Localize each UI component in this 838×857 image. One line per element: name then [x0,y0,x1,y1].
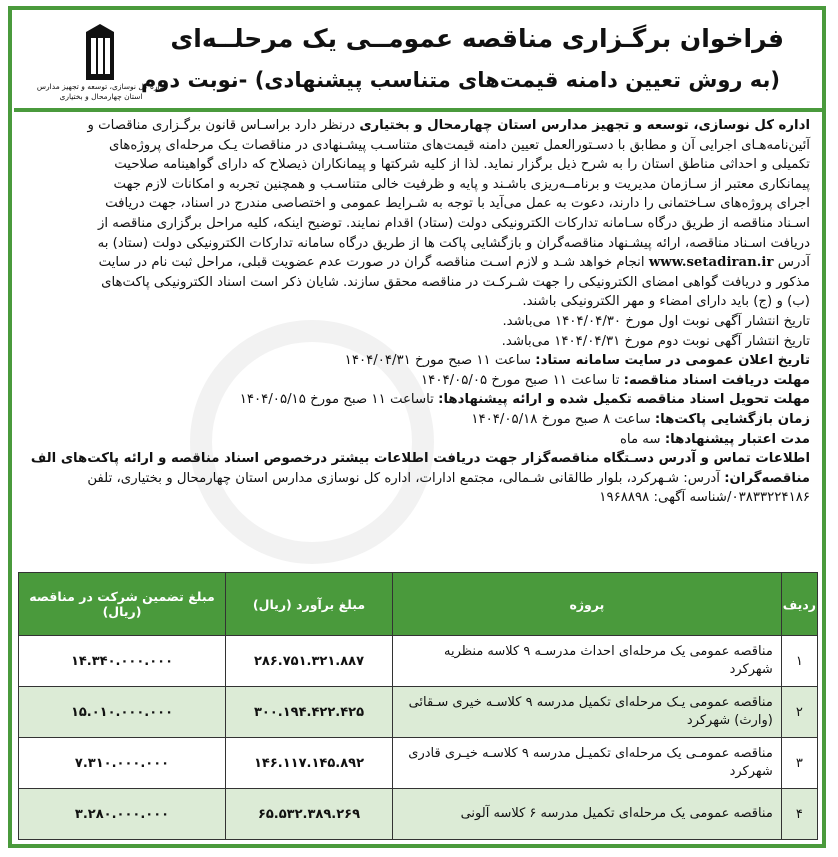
body-text: مذکور و دریافت گواهی امضای الکترونیکی را جهت شـرکـت در مناقصه محقق سازند. شایان ذکر است اسناد الکترونیکی پاکت‌های [101,274,810,290]
row-number: ۴ [781,789,817,840]
col-guarantee: مبلغ تضمین شرکت در مناقصه (ریال) [19,573,226,636]
org-name: اداره کل نوسازی، توسعه و تجهیز مدارس استان چهارمحال و بختیاری [359,118,810,133]
project-name: مناقصه عمومـی یک مرحله‌ای تکمیـل مدرسه ۹ کلاسـه خیـری قادری شهرکرد [393,738,782,789]
project-name: مناقصه عمومی یک مرحله‌ای احداث مدرسـه ۹ کلاسه منظریه شهرکرد [393,636,782,687]
body-text: تکمیلی و احداثی مناطق استان را به شرح ذیل برگزار نماید. لذا از کلیه شرکتها و پیمانکاران ذیصلاح که دارای گواهینامه صلاحیت [114,157,810,173]
guarantee-amount: ۱۵.۰۱۰.۰۰۰.۰۰۰ [19,687,226,738]
body-text: دریافت اسـناد مناقصه، ارائه پیشـنهاد مناقصه‌گران و بازگشایی پاکت ها از طریق درگاه سامانه تدارکات الکترونیکی دولت (ستاد) به [97,235,810,251]
row-number: ۲ [781,687,817,738]
date-value: تا ساعت ۱۱ صبح مورخ ۱۴۰۴/۰۵/۰۵ [421,372,620,388]
logo-caption: اداره کل نوسازی، توسعه و تجهیز مدارس استان چهارمحال و بختیاری [36,82,166,101]
page-title: فراخوان برگـزاری مناقصه عمومــی یک مرحلــه‌ای [170,24,784,53]
project-name: مناقصه عمومی یک مرحله‌ای تکمیل مدرسه ۶ کلاسه آلونی [393,789,782,840]
body-text: اسـناد مناقصه از طریق درگاه سـامانه تدارکات الکترونیکی دولت (ستاد) اقدام نمایند. توضیح اینکه، کلیه مراحل برگزاری مناقصه از [97,215,810,231]
date-label: مهلت تحویل اسناد مناقصه تکمیل شده و ارائه پیشنهادها: [438,392,810,408]
col-estimate: مبلغ برآورد (ریال) [226,573,393,636]
body-text: آدرس [777,255,810,271]
table-row [19,687,818,738]
date-label: تاریخ اعلان عمومی در سایت سامانه ستاد: [535,353,810,369]
date-value: تاساعت ۱۱ صبح مورخ ۱۴۰۴/۰۵/۱۵ [239,392,434,408]
date-value: سه ماه [619,431,661,447]
date-value: ساعت ۸ صبح مورخ ۱۴۰۴/۰۵/۱۸ [471,411,651,427]
estimate-amount: ۱۴۶.۱۱۷.۱۴۵.۸۹۲ [226,738,393,789]
date-label: زمان بازگشایی پاکت‌ها: [654,411,810,427]
row-number: ۳ [781,738,817,789]
contact-address: آدرس: شـهرکرد، بلوار طالقانی شـمالی، مجتمع ادارات، اداره کل نوسازی مدارس استان چهارمحال و بختیاری، تلفن [87,470,720,486]
first-publish-date: تاریخ انتشار آگهی نوبت اول مورخ ۱۴۰۴/۰۴/۳۰ می‌باشد. [502,313,810,329]
contact-label: مناقصه‌گران: [724,470,810,486]
estimate-amount: ۳۰۰.۱۹۴.۴۲۲.۴۲۵ [226,687,393,738]
body-text: درنظر دارد براسـاس قانون برگـزاری مناقصات و [87,118,356,133]
body-text: (ب) و (ج) باید دارای امضاء و مهر الکترونیکی باشند. [522,294,810,310]
body-text: اجرای پروژه‌های سـاختمانی را دارند، دعوت به عمل می‌آید با توجه به شـرایط عمومی و اختصاصی مندرج در اسناد، جهت دریافت [105,196,810,212]
header-divider [14,108,822,112]
col-row: ردیف [781,573,817,636]
date-label: مدت اعتبار پیشنهادها: [664,431,810,447]
body-text: آئین‌نامه‌هـای اجرایی آن و مطابق با دسـتورالعمل تعیین دامنه قیمت‌های متناسـب پیشـنهادی در مناقصات یـک مرحله‌ای پروژه‌های [108,137,810,153]
table-row [19,738,818,789]
row-number: ۱ [781,636,817,687]
estimate-amount: ۶۵.۵۳۲.۳۸۹.۲۶۹ [226,789,393,840]
table-row [19,636,818,687]
date-label: مهلت دریافت اسناد مناقصه: [623,372,810,388]
body-text: انجام خواهد شـد و لازم اسـت مناقصه گران در صورت عدم عضویت قبلی، مراحل ثبت نام در سایت [98,255,645,271]
page-subtitle: (به روش تعیین دامنه قیمت‌های متناسب پیشنهادی) -نوبت دوم [140,68,780,92]
seta-link[interactable]: www.setadiran.ir [648,255,774,271]
guarantee-amount: ۷.۳۱۰.۰۰۰.۰۰۰ [19,738,226,789]
header [14,10,822,106]
announcement-body [24,116,810,508]
body-text: پیمانکاری معتبر از سـازمان مدیریت و برنامــه‌ریزی باشـند و پایه و ظرفیت خالی متناسـب و همچنین تجربه و امکانات لازم جهت [113,176,810,192]
guarantee-amount: ۳.۲۸۰.۰۰۰.۰۰۰ [19,789,226,840]
table-row [19,789,818,840]
contact-phone: ۰۳۸۳۳۲۲۴۱۸۶/شناسه آگهی: ۱۹۶۸۸۹۸ [599,490,810,506]
second-publish-date: تاریخ انتشار آگهی نوبت دوم مورخ ۱۴۰۴/۰۴/۳۱ می‌باشد. [501,333,810,349]
projects-table [18,572,818,840]
project-name: مناقصه عمومی یـک مرحله‌ای تکمیل مدرسه ۹ کلاسـه خیری سـقائی (وارث) شهرکرد [393,687,782,738]
guarantee-amount: ۱۴.۳۴۰.۰۰۰.۰۰۰ [19,636,226,687]
col-project: پروژه [393,573,782,636]
contact-heading: اطلاعات تماس و آدرس دسـتگاه مناقصه‌گزار جهت دریافت اطلاعات بیشتر درخصوص اسناد مناقصه و ارائه پاکت‌های الف [30,451,810,467]
date-value: ساعت ۱۱ صبح مورخ ۱۴۰۴/۰۴/۳۱ [344,353,532,369]
estimate-amount: ۲۸۶.۷۵۱.۳۲۱.۸۸۷ [226,636,393,687]
